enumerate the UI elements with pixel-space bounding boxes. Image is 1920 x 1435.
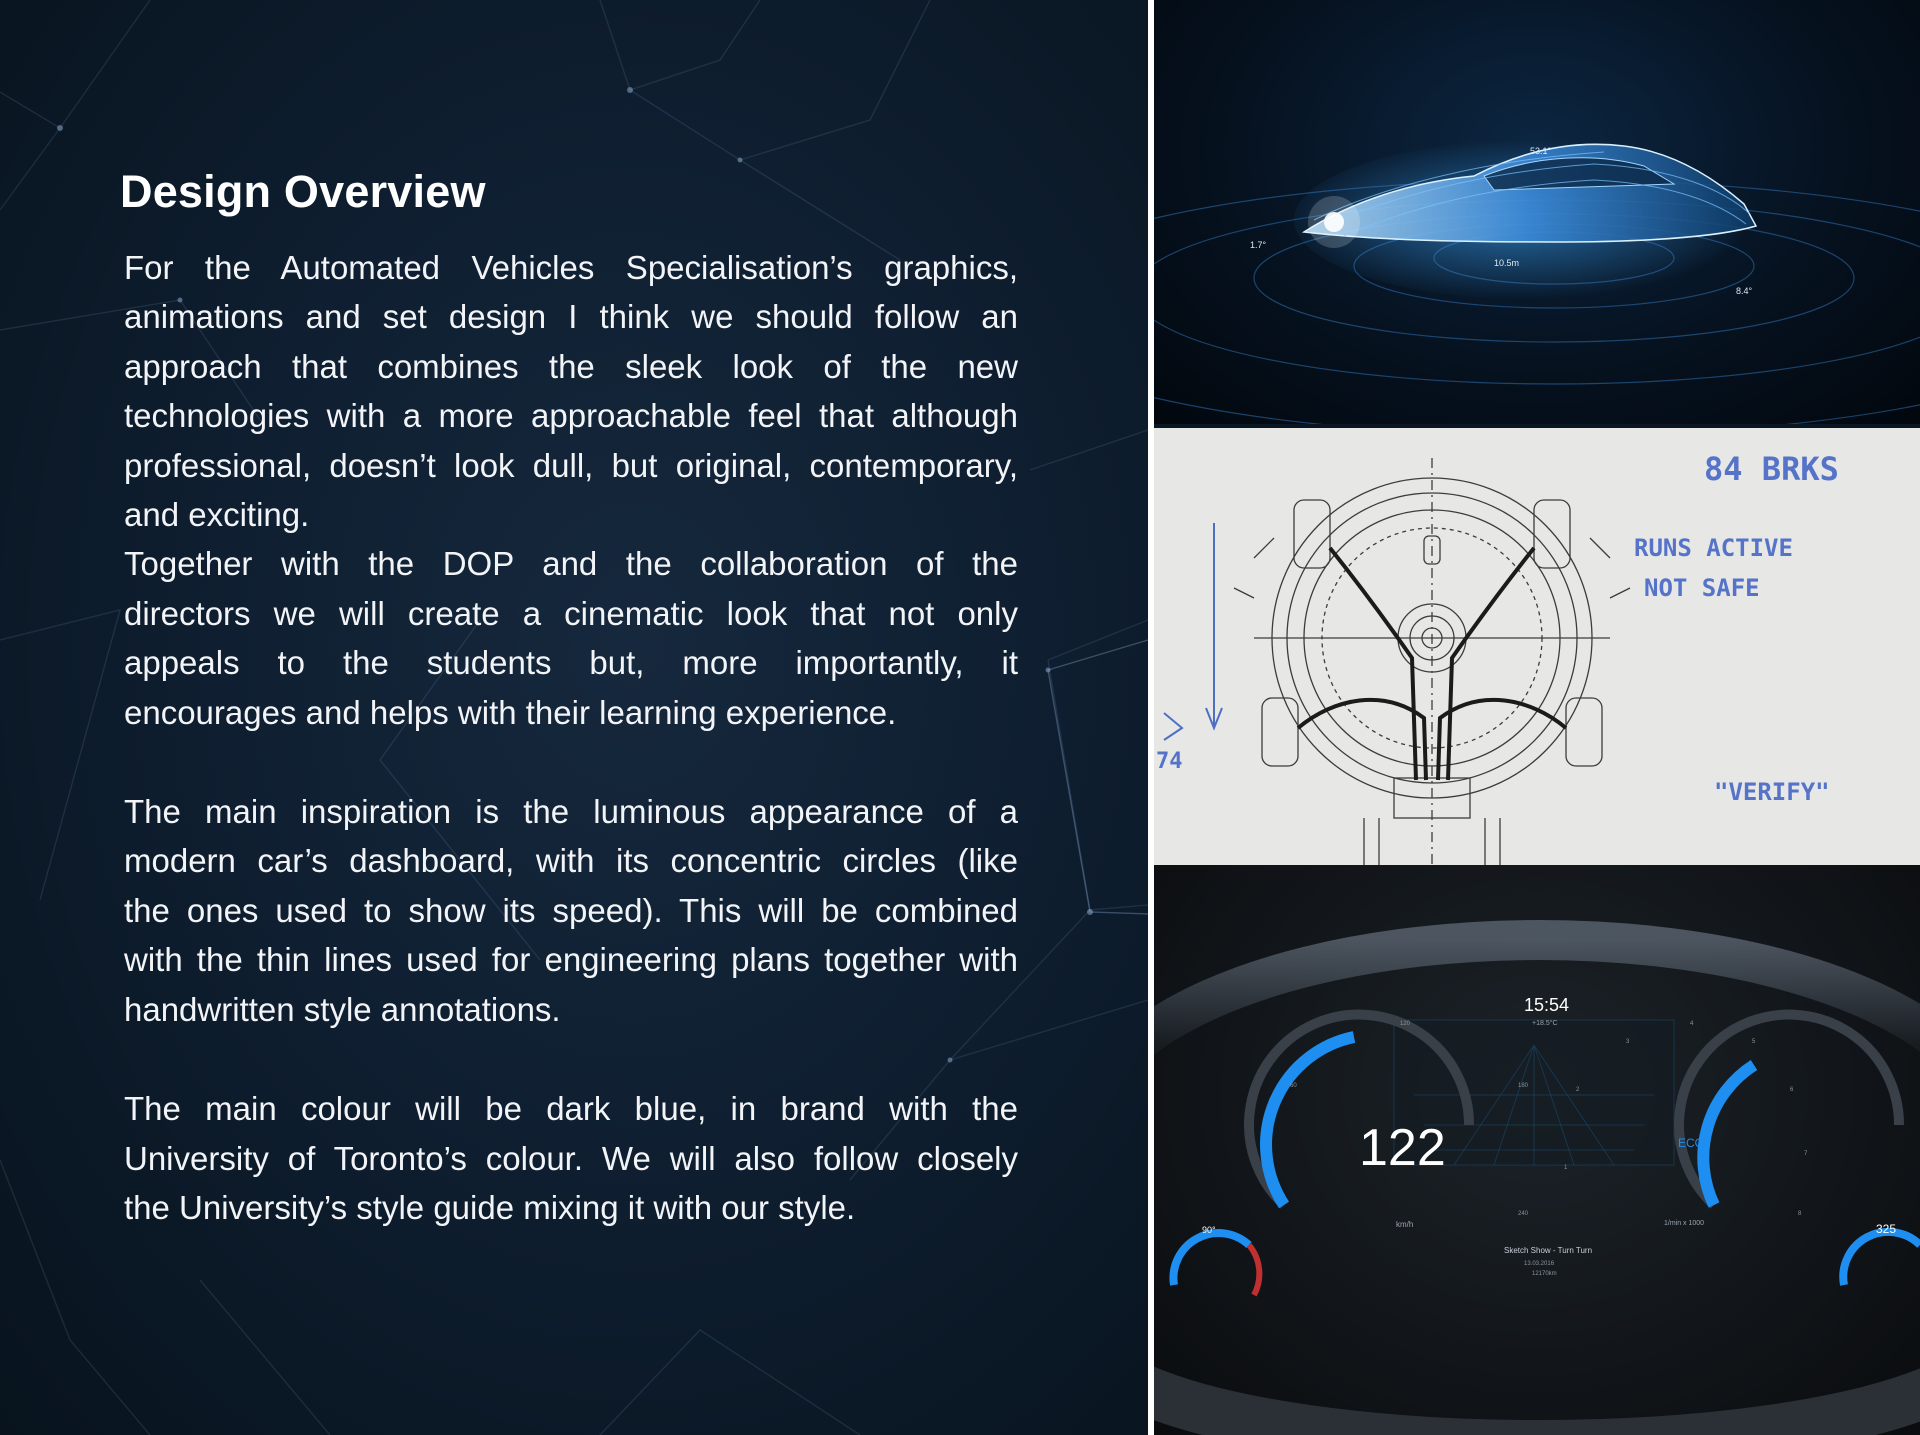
text-line: the ones used to show its speed). This will be combined xyxy=(124,891,1018,929)
text-line: For the Automated Vehicles Specialisation’s graphics, xyxy=(124,249,1018,286)
paragraph-colour xyxy=(124,1084,1018,1232)
clock: 15:54 xyxy=(1524,995,1570,1015)
text-line: technologies with a more approachable feel that although xyxy=(124,397,1018,435)
rpm-tick: 7 xyxy=(1804,1151,1808,1157)
note-runs-active: RUNS ACTIVE xyxy=(1634,534,1793,562)
speed-tick: 120 xyxy=(1400,1021,1411,1027)
paragraph-intro xyxy=(124,243,1018,737)
text-line: Together with the DOP and the collaboration of the xyxy=(124,545,1018,583)
dashboard-image xyxy=(1154,865,1920,1435)
speed-readout: 122 xyxy=(1359,1119,1446,1177)
date: 13.03.2016 xyxy=(1524,1261,1555,1267)
right-gauge-value: 325 xyxy=(1876,1222,1897,1236)
track-name: Sketch Show - Turn Turn xyxy=(1504,1246,1593,1255)
text-line: animations and set design I think we should follow an xyxy=(124,298,1018,336)
left-gauge-value: 90° xyxy=(1202,1225,1216,1235)
speed-unit: km/h xyxy=(1396,1220,1414,1229)
car-wireframe-image xyxy=(1154,0,1920,424)
blueprint-drawing xyxy=(1154,428,1920,865)
angle-left-label: 1.7° xyxy=(1250,240,1267,250)
overview-body xyxy=(124,243,1018,1282)
dimension-label: 10.5m xyxy=(1494,258,1520,268)
text-line: and exciting. xyxy=(124,496,310,534)
blueprint-sketch-image xyxy=(1154,428,1920,865)
text-line: University of Toronto’s colour. We will also follow closely xyxy=(124,1139,1018,1177)
temperature: +18.5°C xyxy=(1532,1020,1558,1027)
angle-right-label: 8.4° xyxy=(1736,286,1753,296)
note-74: 74 xyxy=(1156,749,1183,774)
text-line: The main colour will be dark blue, in brand with the xyxy=(124,1090,1018,1128)
rpm-tick: 6 xyxy=(1790,1087,1794,1093)
text-line: with the thin lines used for engineering plans together with xyxy=(124,941,1018,979)
speed-tick: 180 xyxy=(1518,1083,1529,1089)
angle-top-label: 53.1° xyxy=(1530,146,1552,156)
inspiration-images xyxy=(1154,0,1920,1435)
text-line: directors we will create a cinematic look that not only xyxy=(124,594,1018,632)
text-line: appeals to the students but, more importantly, it xyxy=(124,644,1018,682)
dashboard-illustration xyxy=(1154,865,1920,1435)
rpm-tick: 2 xyxy=(1576,1087,1580,1093)
odometer: 12170km xyxy=(1532,1271,1557,1277)
car-illustration xyxy=(1154,0,1920,424)
rpm-unit: 1/min x 1000 xyxy=(1664,1220,1705,1227)
speed-tick: 60 xyxy=(1290,1083,1297,1089)
rpm-tick: 1 xyxy=(1564,1165,1568,1171)
speed-tick: 240 xyxy=(1518,1211,1529,1217)
note-brks: 84 BRKS xyxy=(1704,450,1839,488)
text-line: professional, doesn’t look dull, but original, contemporary, xyxy=(124,446,1018,484)
rpm-tick: 8 xyxy=(1798,1211,1802,1217)
text-line: handwritten style annotations. xyxy=(124,990,561,1028)
text-line: encourages and helps with their learning experience. xyxy=(124,693,897,731)
text-line: approach that combines the sleek look of the new xyxy=(124,347,1018,385)
text-line: modern car’s dashboard, with its concentric circles (like xyxy=(124,842,1018,880)
text-line: the University’s style guide mixing it with our style. xyxy=(124,1188,856,1226)
paragraph-inspiration xyxy=(124,787,1018,1034)
note-not-safe: NOT SAFE xyxy=(1644,574,1760,602)
page-title: Design Overview xyxy=(120,166,486,217)
note-verify: "VERIFY" xyxy=(1714,778,1830,806)
rpm-tick: 5 xyxy=(1752,1039,1756,1045)
eco-mode: ECO xyxy=(1678,1136,1705,1150)
text-line: The main inspiration is the luminous appearance of a xyxy=(124,793,1018,831)
rpm-tick: 4 xyxy=(1690,1021,1694,1027)
rpm-tick: 3 xyxy=(1626,1039,1630,1045)
